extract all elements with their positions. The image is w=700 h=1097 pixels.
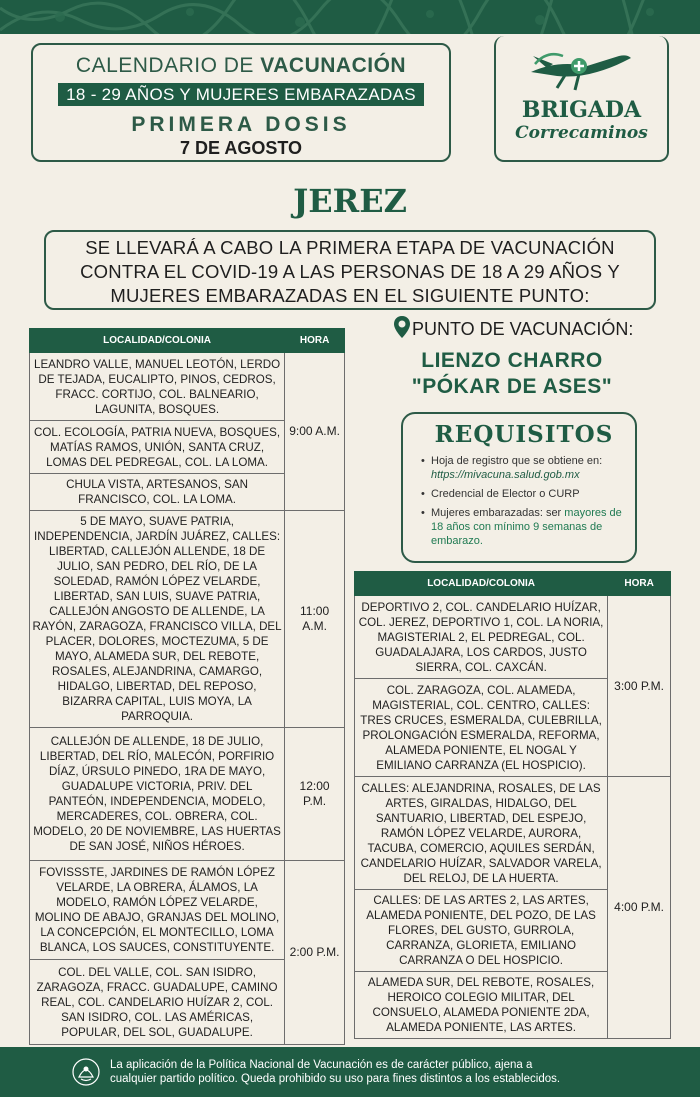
requirement-text: Mujeres embarazadas: ser <box>431 507 562 519</box>
column-header-localidad: LOCALIDAD/COLONIA <box>355 572 608 596</box>
city-title: JEREZ <box>293 182 407 220</box>
localidad-cell: DEPORTIVO 2, COL. CANDELARIO HUÍZAR, COL. JEREZ, DEPORTIVO 1, COL. LA NORIA, MAGISTERIAL 2, EL PEDREGAL, COL. GUADALAJARA, LOS CARDOS, JUSTO SIERRA, COL. CAXCÁN. <box>355 596 608 679</box>
brand-name: BRIGADA <box>521 97 642 123</box>
table-row <box>355 596 671 679</box>
vaccination-point <box>390 316 680 343</box>
requirement-text: Credencial de Elector o CURP <box>431 488 580 500</box>
localidad-cell: CALLES: ALEJANDRINA, ROSALES, DE LAS ARTES, GIRALDAS, HIDALGO, DEL SANTUARIO, LIBERTAD, DEL ESPEJO, RAMÓN LÓPEZ VELARDE, AURORA, TACUBA, COMERCIO, AQUILES SERDÁN, CANDELARIO HUÍZAR, SALVADOR VARELA, DEL RELOJ, DE LA HUERTA. <box>355 777 608 890</box>
table-row <box>30 861 345 960</box>
footer-line-2: cualquier partido político. Queda prohibido su uso para fines distintos a los establecidos. <box>110 1073 561 1085</box>
roadrunner-logo-icon <box>496 42 667 99</box>
calendar-title <box>33 54 449 78</box>
brand-subtitle: Correcaminos <box>515 123 648 143</box>
hora-cell: 11:00 A.M. <box>285 511 345 728</box>
top-decorative-band <box>0 0 700 34</box>
requirements-title: REQUISITOS <box>434 421 614 448</box>
national-emblem-icon <box>71 1057 101 1092</box>
localidad-cell: COL. DEL VALLE, COL. SAN ISIDRO, ZARAGOZA, FRACC. GUADALUPE, CAMINO REAL, COL. CANDELARIO HUÍZAR 2, COL. SAN ISIDRO, COL. LAS AMÉRICAS, POPULAR, DEL SOL, GUADALUPE. <box>30 960 285 1045</box>
requirement-highlight: mayores de 18 años con mínimo 9 semanas de embarazo. <box>431 507 622 547</box>
requirements-box <box>401 412 637 563</box>
localidad-cell: COL. ECOLOGÍA, PATRIA NUEVA, BOSQUES, MATÍAS RAMOS, UNIÓN, SANTA CRUZ, LOMAS DEL PEDREGAL, COL. LA LOMA. <box>30 421 285 474</box>
table-row <box>30 728 345 861</box>
hora-cell: 3:00 P.M. <box>608 596 671 777</box>
schedule-table-right <box>354 571 671 1039</box>
brand-box <box>494 36 669 162</box>
date-label: 7 DE AGOSTO <box>179 138 303 158</box>
hora-cell: 9:00 A.M. <box>285 353 345 511</box>
column-header-hora: HORA <box>608 572 671 596</box>
footer-disclaimer <box>0 1047 700 1097</box>
localidad-cell: COL. ZARAGOZA, COL. ALAMEDA, MAGISTERIAL, COL. CENTRO, CALLES: TRES CRUCES, ESMERALDA, CULEBRILLA, PROLONGACIÓN ESMERALDA, REFORMA, ALAMEDA PONIENTE, EL NOGAL Y EMILIANO CARRANZA (EL HOSPICIO). <box>355 679 608 777</box>
requirement-item <box>421 487 627 501</box>
localidad-cell: FOVISSSTE, JARDINES DE RAMÓN LÓPEZ VELARDE, LA OBRERA, ÁLAMOS, LA MODELO, RAMÓN LÓPEZ VELARDE, MOLINO DE ABAJO, GRANJAS DEL MOLINO, LA CONCEPCIÓN, EL MONTECILLO, LOMA BLANCA, LOS SAUCES, CONSTITUYENTE. <box>30 861 285 960</box>
localidad-cell: 5 DE MAYO, SUAVE PATRIA, INDEPENDENCIA, JARDÍN JUÁREZ, CALLES: LIBERTAD, CALLEJÓN ALLENDE, 18 DE JULIO, SAN PEDRO, DEL RÍO, DE LA SOLEDAD, RAMÓN LÓPEZ VELARDE, LIBERTAD, SAN LUIS, SUAVE PATRIA, CALLEJÓN ANGOSTO DE ALLENDE, LA RAYÓN, ZARAGOZA, FRANCISCO VILLA, DEL PLACER, DOLORES, MOCTEZUMA, 5 DE MAYO, ALAMEDA SUR, DEL REBOTE, ROSALES, ALEJANDRINA, CAMARGO, HIDALGO, LIBERTAD, DEL REPOSO, BIZARRA CAPITAL, LUIS MOYA, LA PARROQUIA. <box>30 511 285 728</box>
title-bold: VACUNACIÓN <box>260 54 407 77</box>
requirement-item <box>421 454 627 482</box>
venue-line-1: LIENZO CHARRO <box>421 349 603 372</box>
hora-cell: 4:00 P.M. <box>608 777 671 1039</box>
table-row <box>30 353 345 421</box>
column-header-localidad: LOCALIDAD/COLONIA <box>30 329 285 353</box>
footer-text <box>110 1058 560 1086</box>
vaccination-point-label <box>390 316 680 343</box>
calendar-header <box>31 43 451 162</box>
table-header-row <box>30 329 345 353</box>
table-header-row <box>355 572 671 596</box>
localidad-cell: LEANDRO VALLE, MANUEL LEOTÓN, LERDO DE TEJADA, EUCALIPTO, PINOS, CEDROS, FRACC. CORTIJO, COL. BALNEARIO, LAGUNITA, BOSQUES. <box>30 353 285 421</box>
dose-label: PRIMERA DOSIS <box>131 113 351 136</box>
footer-line-1: La aplicación de la Política Nacional de Vacunación es de carácter público, ajena a <box>110 1059 533 1071</box>
registration-link[interactable]: https://mivacuna.salud.gob.mx <box>431 469 580 481</box>
age-group-banner: 18 - 29 AÑOS Y MUJERES EMBARAZADAS <box>58 83 424 106</box>
localidad-cell: CHULA VISTA, ARTESANOS, SAN FRANCISCO, COL. LA LOMA. <box>30 474 285 511</box>
intro-line-1: SE LLEVARÁ A CABO LA PRIMERA ETAPA DE VACUNACIÓN <box>85 237 615 258</box>
hora-cell: 2:00 P.M. <box>285 861 345 1045</box>
venue-line-2: "PÓKAR DE ASES" <box>411 375 613 398</box>
table-row <box>30 511 345 728</box>
title-prefix: CALENDARIO DE <box>75 54 254 77</box>
column-header-hora: HORA <box>285 329 345 353</box>
hora-cell: 12:00 P.M. <box>285 728 345 861</box>
requirement-item <box>421 506 627 548</box>
localidad-cell: CALLES: DE LAS ARTES 2, LAS ARTES, ALAMEDA PONIENTE, DEL POZO, DE LAS FLORES, DEL GUSTO, GURROLA, CARRANZA, GLORIETA, EMILIANO CARRANZA O DEL HOSPICIO. <box>355 890 608 972</box>
location-pin-icon <box>394 316 410 343</box>
localidad-cell: ALAMEDA SUR, DEL REBOTE, ROSALES, HEROICO COLEGIO MILITAR, DEL CONSUELO, ALAMEDA PONIENTE 2DA, ALAMEDA PONIENTE, LAS ARTES. <box>355 972 608 1039</box>
vaccination-venue <box>354 348 670 400</box>
intro-line-2: CONTRA EL COVID-19 A LAS PERSONAS DE 18 A 29 AÑOS Y <box>80 261 620 282</box>
localidad-cell: CALLEJÓN DE ALLENDE, 18 DE JULIO, LIBERTAD, DEL RÍO, MALECÓN, PORFIRIO DÍAZ, ÚRSULO PINEDO, 1RA DE MAYO, GUADALUPE VICTORIA, PRIV. DEL PANTEÓN, INDEPENDENCIA, MODELO, MERCADERES, COL. OBRERA, COL. MODELO, 20 DE NOVIEMBRE, LAS HUERTAS DE SAN JOSÉ, NIÑOS HÉROES. <box>30 728 285 861</box>
requirement-text: Hoja de registro que se obtiene en: <box>431 455 603 467</box>
table-row <box>355 777 671 890</box>
intro-box <box>44 230 656 310</box>
schedule-table-left <box>29 328 345 1045</box>
vaccination-point-text: PUNTO DE VACUNACIÓN: <box>412 319 634 339</box>
pattern-ornament-icon <box>0 0 700 34</box>
intro-line-3: MUJERES EMBARAZADAS EN EL SIGUIENTE PUNTO: <box>110 285 590 306</box>
